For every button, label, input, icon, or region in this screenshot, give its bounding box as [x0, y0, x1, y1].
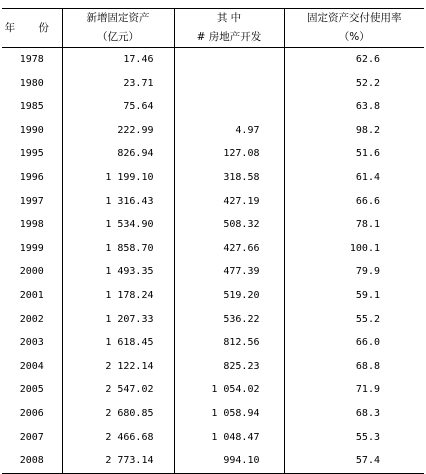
cell-new-assets: 2 466.68	[62, 426, 174, 450]
cell-year: 1999	[2, 237, 62, 261]
cell-real-estate: 1 058.94	[174, 402, 284, 426]
cell-year: 1996	[2, 166, 62, 190]
table-row	[2, 48, 424, 72]
table-row	[2, 260, 424, 284]
cell-real-estate: 427.66	[174, 237, 284, 261]
cell-year: 1985	[2, 95, 62, 119]
table-row	[2, 237, 424, 261]
table-row	[2, 142, 424, 166]
cell-real-estate: 812.56	[174, 331, 284, 355]
cell-new-assets: 75.64	[62, 95, 174, 119]
cell-delivery-rate: 68.3	[355, 407, 380, 419]
cell-year: 2005	[2, 378, 62, 402]
cell-new-assets: 1 534.90	[62, 213, 174, 237]
cell-delivery-rate: 78.1	[355, 219, 380, 231]
cell-new-assets: 2 122.14	[62, 355, 174, 379]
table-row	[2, 331, 424, 355]
cell-delivery-rate: 63.8	[355, 101, 380, 113]
cell-real-estate: 477.39	[174, 260, 284, 284]
table-row	[2, 402, 424, 426]
cell-delivery-rate: 68.8	[355, 360, 380, 372]
cell-delivery-rate: 79.9	[355, 266, 380, 278]
cell-real-estate: 127.08	[174, 142, 284, 166]
header-of-which: 其 中	[174, 9, 284, 29]
cell-delivery-rate: 100.1	[349, 242, 380, 254]
header-real-estate: # 房地产开发	[174, 28, 284, 48]
header-unit-percent: （%）	[284, 28, 424, 48]
cell-new-assets: 1 618.45	[62, 331, 174, 355]
cell-real-estate: 508.32	[174, 213, 284, 237]
table-row	[2, 190, 424, 214]
cell-new-assets: 2 680.85	[62, 402, 174, 426]
header-unit-yiyuan: （亿元）	[62, 28, 174, 48]
cell-year: 2007	[2, 426, 62, 450]
cell-delivery-rate: 66.6	[355, 195, 380, 207]
cell-delivery-rate: 57.4	[284, 449, 424, 473]
table-row	[2, 378, 424, 402]
table-row	[2, 72, 424, 96]
cell-real-estate: 427.19	[174, 190, 284, 214]
table-row	[2, 426, 424, 450]
cell-delivery-rate: 59.1	[355, 289, 380, 301]
cell-new-assets: 23.71	[62, 72, 174, 96]
table-row	[2, 355, 424, 379]
cell-new-assets: 2 547.02	[62, 378, 174, 402]
table-row	[2, 119, 424, 143]
cell-year: 2004	[2, 355, 62, 379]
cell-new-assets: 1 493.35	[62, 260, 174, 284]
cell-delivery-rate: 66.0	[355, 337, 380, 349]
table-row	[2, 166, 424, 190]
statistics-table-container	[2, 8, 424, 474]
table-header	[2, 9, 424, 48]
cell-year: 2003	[2, 331, 62, 355]
cell-year: 1978	[2, 48, 62, 72]
cell-new-assets: 1 207.33	[62, 308, 174, 332]
cell-year: 2000	[2, 260, 62, 284]
table-row	[2, 284, 424, 308]
cell-new-assets: 17.46	[62, 48, 174, 72]
fixed-assets-table	[2, 8, 424, 474]
cell-delivery-rate: 55.3	[355, 431, 380, 443]
table-row	[2, 213, 424, 237]
cell-year: 1997	[2, 190, 62, 214]
cell-new-assets: 222.99	[62, 119, 174, 143]
cell-year: 2001	[2, 284, 62, 308]
cell-real-estate: 994.10	[174, 449, 284, 473]
cell-year: 1998	[2, 213, 62, 237]
cell-year: 1995	[2, 142, 62, 166]
cell-new-assets: 1 178.24	[62, 284, 174, 308]
cell-real-estate: 318.58	[174, 166, 284, 190]
table-row	[2, 449, 424, 473]
cell-real-estate: 825.23	[174, 355, 284, 379]
cell-delivery-rate: 51.6	[355, 148, 380, 160]
cell-real-estate	[174, 95, 284, 119]
cell-delivery-rate: 71.9	[355, 384, 380, 396]
cell-real-estate: 519.20	[174, 284, 284, 308]
cell-year: 2002	[2, 308, 62, 332]
header-year: 年 份	[2, 9, 62, 48]
table-body	[2, 48, 424, 474]
cell-delivery-rate: 62.6	[355, 54, 380, 65]
cell-real-estate: 536.22	[174, 308, 284, 332]
table-row	[2, 308, 424, 332]
cell-new-assets: 1 858.70	[62, 237, 174, 261]
header-delivery-rate: 固定资产交付使用率	[284, 9, 424, 29]
header-new-assets: 新增固定资产	[62, 9, 174, 29]
cell-year: 2006	[2, 402, 62, 426]
cell-new-assets: 2 773.14	[62, 449, 174, 473]
cell-real-estate: 4.97	[174, 119, 284, 143]
cell-delivery-rate: 55.2	[355, 313, 380, 325]
cell-delivery-rate: 98.2	[355, 124, 380, 136]
cell-delivery-rate: 61.4	[355, 171, 380, 183]
cell-new-assets: 1 316.43	[62, 190, 174, 214]
cell-real-estate	[174, 72, 284, 96]
cell-new-assets: 826.94	[62, 142, 174, 166]
cell-real-estate: 1 054.02	[174, 378, 284, 402]
cell-year: 1980	[2, 72, 62, 96]
cell-real-estate: 1 048.47	[174, 426, 284, 450]
cell-year: 1990	[2, 119, 62, 143]
cell-new-assets: 1 199.10	[62, 166, 174, 190]
table-row	[2, 95, 424, 119]
cell-year: 2008	[2, 449, 62, 473]
cell-delivery-rate: 52.2	[355, 77, 380, 89]
cell-real-estate	[174, 48, 284, 72]
